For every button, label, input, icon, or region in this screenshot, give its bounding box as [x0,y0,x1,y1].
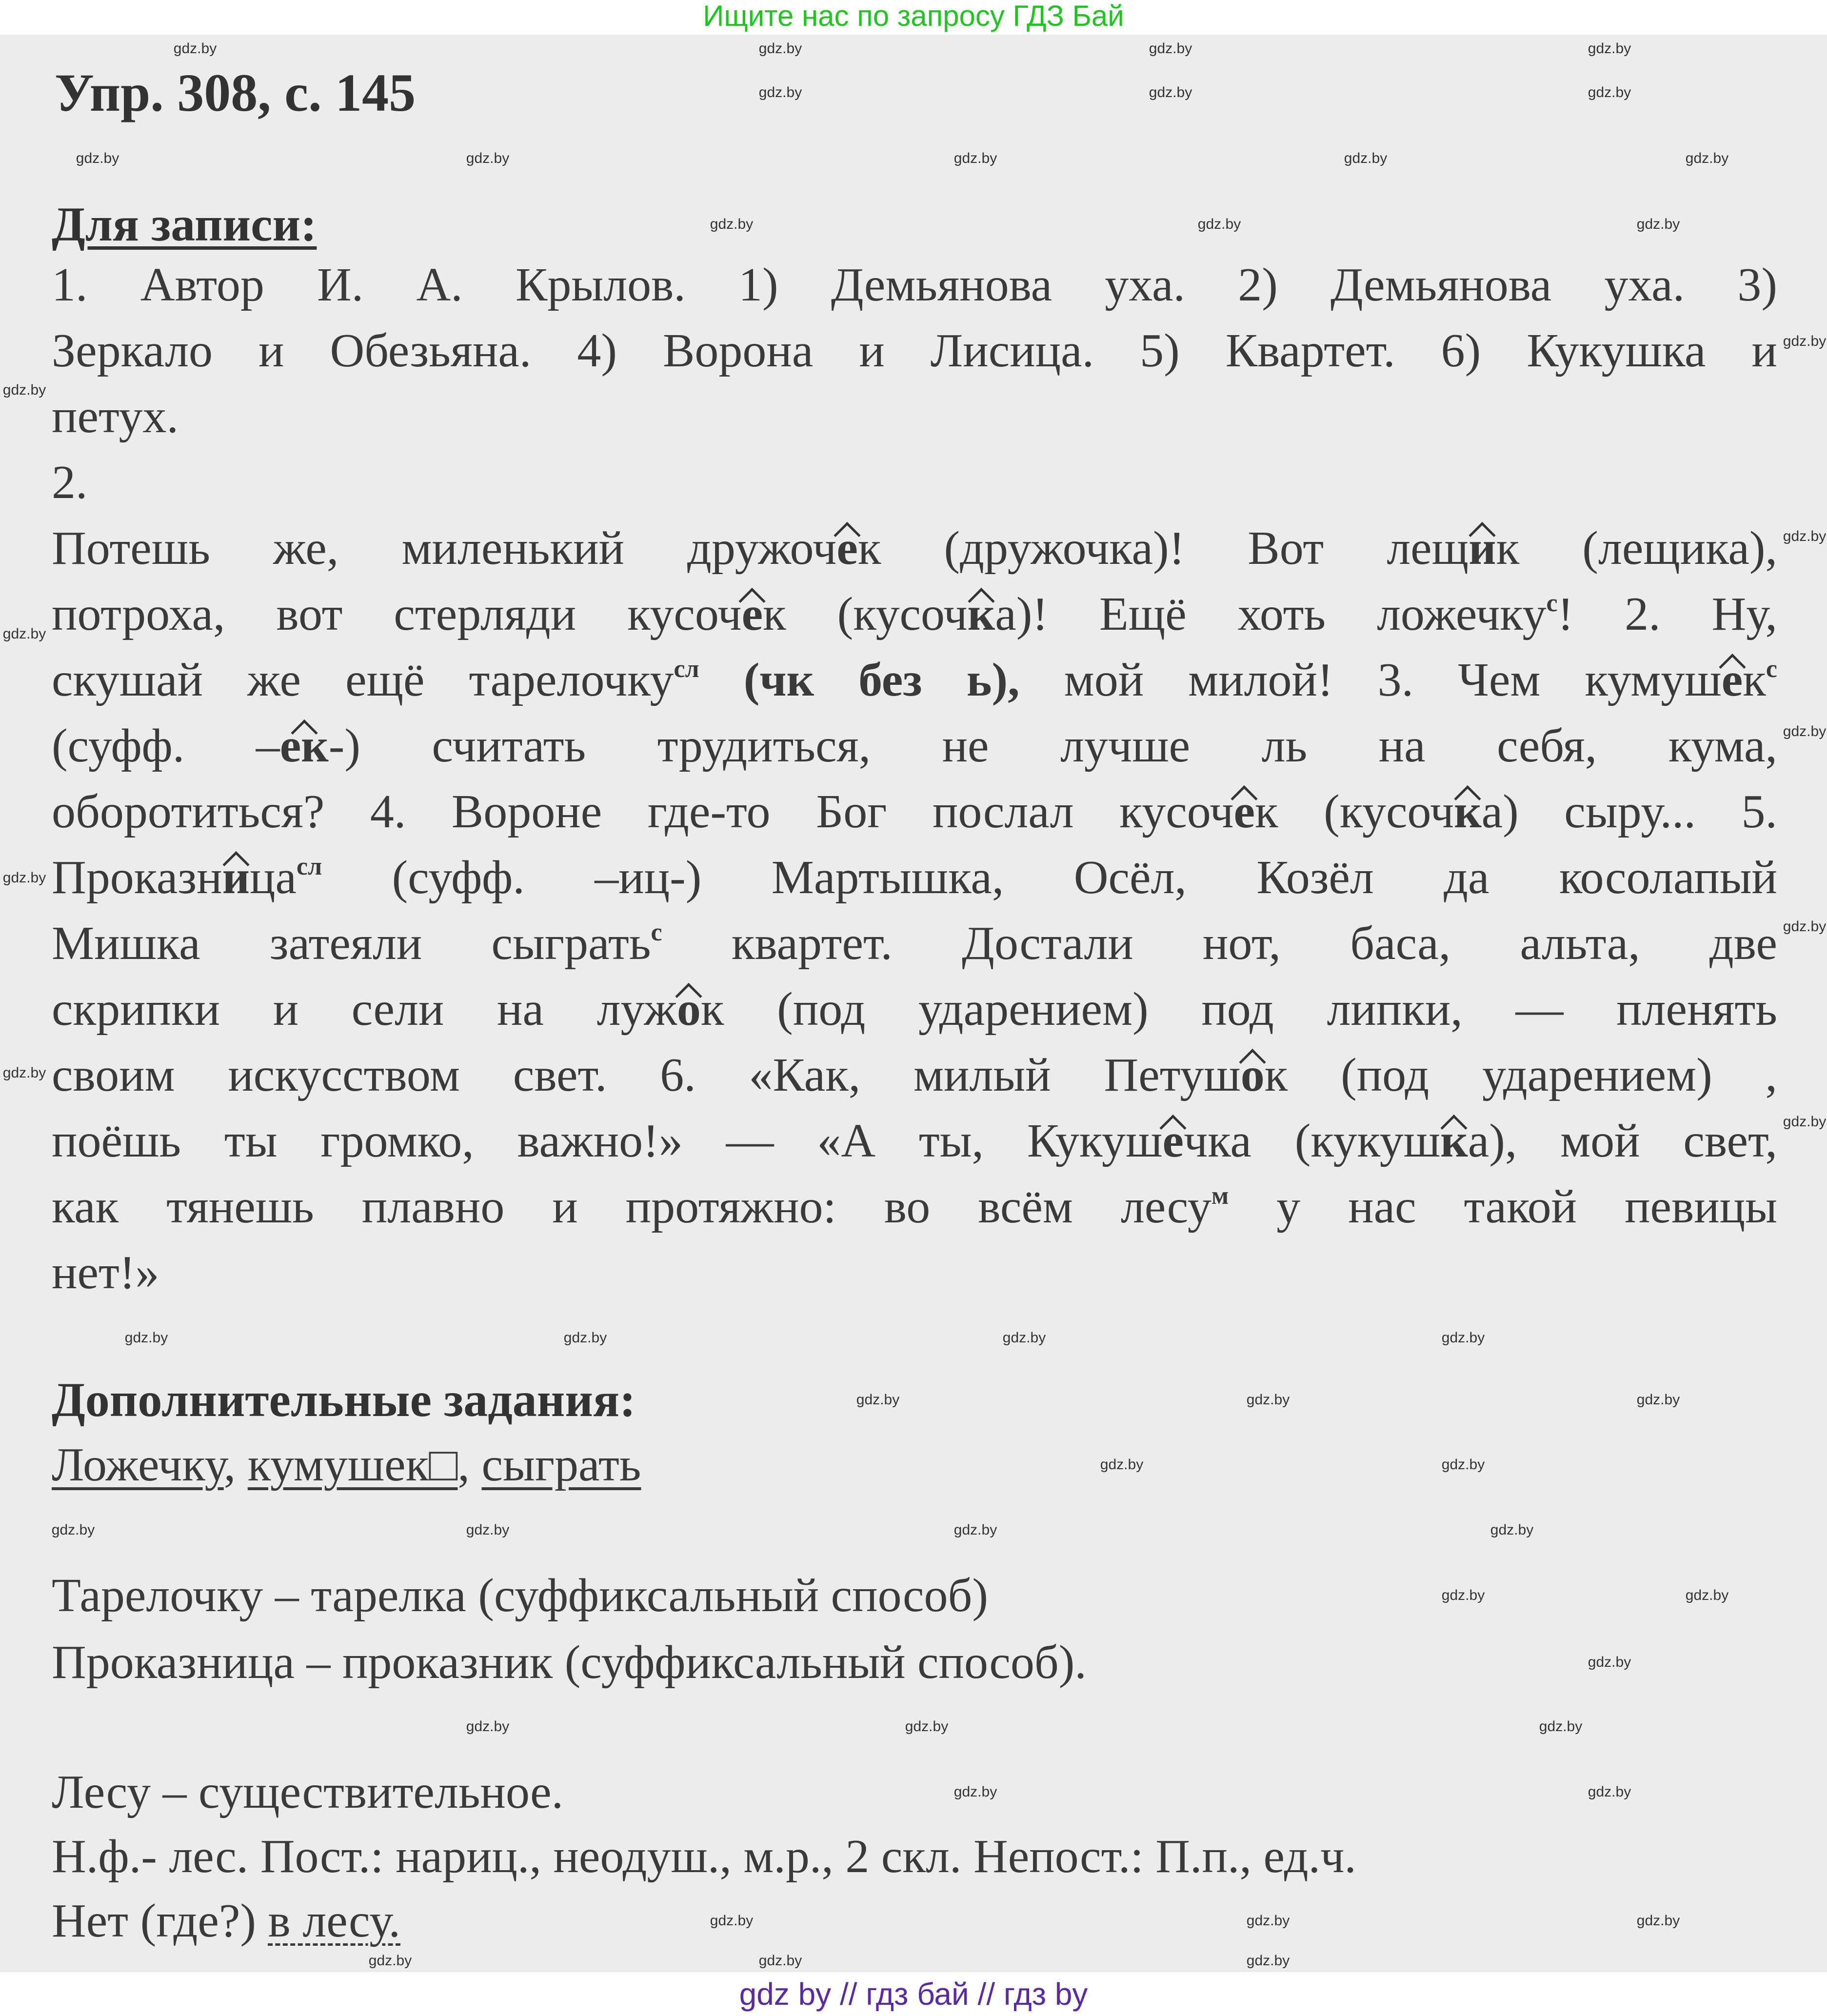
text-segment: своим искусством свет. 6. «Как, милый Петуш [52,1049,1241,1101]
marked-letter: е [836,522,858,575]
text-segment: у нас такой певицы [1229,1180,1777,1233]
watermark-text: gdz.by [466,150,510,166]
watermark-text: gdz.by [1783,918,1827,935]
text-segment: к (кусоч [763,588,968,640]
parsed-word: кумушек□ [247,1438,458,1491]
text-line [52,516,1777,581]
text-segment: к (под ударением) , [1264,1049,1777,1101]
text-line-content [52,1042,1777,1108]
watermark-text: gdz.by [173,40,217,57]
text-line-content [52,647,1777,713]
text-line [52,713,1777,779]
watermark-text: gdz.by [953,1784,997,1800]
separator: , [223,1438,248,1491]
watermark-text: gdz.by [51,1522,95,1538]
watermark-text: gdz.by [1002,1330,1046,1346]
text-line-content [52,384,179,450]
text-segment: оборотиться? 4. Вороне где-то Бог послал кусоч [52,785,1234,838]
watermark-text: gdz.by [466,1718,510,1735]
text-segment: к (лещика), [1496,522,1777,575]
superscript-mark: с [651,918,662,946]
marked-letter: к [967,588,995,640]
watermark-text: gdz.by [1588,84,1631,100]
text-segment: 1. Автор И. А. Крылов. 1) Демьянова уха. 2) Демьянова уха. 3) [52,259,1777,311]
superscript-mark: сл [296,853,322,880]
parsed-words-line [52,1436,641,1494]
text-segment: скрипки и сели на луж [52,983,677,1036]
marked-letter: е [1721,654,1743,706]
watermark-text: gdz.by [368,1953,412,1969]
watermark-text: gdz.by [1490,1522,1534,1538]
text-line [52,318,1777,384]
watermark-text: gdz.by [953,150,997,166]
record-heading: Для записи: [52,197,317,251]
marked-letter: о [676,983,701,1036]
text-line-content [52,911,1777,977]
text-line-content [52,318,1777,384]
watermark-text: gdz.by [1149,84,1192,100]
marked-letter: ек [279,719,329,772]
watermark-text: gdz.by [758,40,802,57]
marked-letter: к [1440,1115,1468,1167]
bold-note: (чк без ь), [743,654,1020,706]
text-line [52,450,1777,516]
top-banner: Ищите нас по запросу ГДЗ Бай [0,0,1827,35]
watermark-text: gdz.by [124,1330,168,1346]
text-segment: Проказн [52,851,222,904]
text-line [52,252,1777,318]
superscript-mark: с [1766,655,1777,683]
marked-letter: е [1233,785,1255,838]
text-line [52,1042,1777,1108]
watermark-text: gdz.by [2,1065,46,1081]
text-line [52,647,1777,713]
text-line-content [52,252,1777,318]
watermark-text: gdz.by [1588,1654,1631,1670]
sentence-prefix: Нет (где?) [52,1895,268,1947]
text-segment: а) сыру... 5. [1481,785,1777,838]
watermark-text: gdz.by [1685,150,1729,166]
watermark-text: gdz.by [758,84,802,100]
watermark-text: gdz.by [953,1522,997,1538]
text-segment: к [1743,654,1766,706]
text-line-content [52,713,1777,779]
text-segment: квартет. Достали нот, баса, альта, две [662,917,1777,970]
text-segment: (суфф. – [52,719,280,772]
text-line-content [52,977,1777,1042]
text-line-content [52,1174,1777,1240]
text-segment: а)! Ещё хоть ложечку [995,588,1547,640]
watermark-text: gdz.by [1783,723,1827,739]
text-line-content [52,845,1777,911]
exercise-text [52,252,1777,1306]
watermark-text: gdz.by [1588,40,1631,57]
watermark-text: gdz.by [2,626,46,642]
parsed-word: сыграть [481,1438,641,1491]
noun-line: Лесу – существительное. [52,1766,564,1818]
text-line [52,977,1777,1042]
watermark-text: gdz.by [1588,1784,1631,1800]
watermark-text: gdz.by [856,1392,900,1408]
text-line [52,1240,1777,1306]
watermark-text: gdz.by [1246,1953,1290,1969]
watermark-text: gdz.by [1344,150,1388,166]
text-line-content [52,581,1777,647]
watermark-text: gdz.by [1636,1913,1680,1929]
exercise-title: Упр. 308, с. 145 [55,63,416,122]
text-line [52,845,1777,911]
watermark-text: gdz.by [1149,40,1192,57]
watermark-text: gdz.by [2,382,46,398]
superscript-mark: м [1211,1182,1229,1210]
text-segment: Зеркало и Обезьяна. 4) Ворона и Лисица. 5) Квартет. 6) Кукушка и [52,324,1777,377]
watermark-text: gdz.by [1783,1114,1827,1130]
marked-letter: о [1240,1049,1265,1101]
watermark-text: gdz.by [1441,1457,1485,1473]
text-segment: ца [250,851,297,904]
separator: , [457,1438,482,1491]
text-line-content [52,1240,159,1306]
watermark-text: gdz.by [1783,528,1827,544]
watermark-text: gdz.by [758,1953,802,1969]
watermark-text: gdz.by [1636,216,1680,232]
text-segment: как тянешь плавно и протяжно: во всём лесу [52,1180,1211,1233]
watermark-text: gdz.by [1783,333,1827,349]
watermark-text: gdz.by [710,216,754,232]
watermark-text: gdz.by [1441,1587,1485,1603]
watermark-text: gdz.by [76,150,119,166]
text-segment [699,654,744,706]
marked-letter: и [1469,522,1496,575]
watermark-text: gdz.by [1539,1718,1583,1735]
marked-letter: к [1454,785,1482,838]
text-segment: (суфф. –иц-) Мартышка, Осёл, Козёл да косолапый [322,851,1777,904]
text-line [52,911,1777,977]
text-segment: -) считать трудиться, не лучше ль на себя, кума, [328,719,1777,772]
text-segment: чка (кукуш [1184,1115,1441,1167]
text-segment: мой милой! 3. Чем кумуш [1019,654,1722,706]
text-line [52,581,1777,647]
marked-letter: е [1162,1115,1184,1167]
text-segment: Потешь же, миленький дружоч [52,522,837,575]
text-segment: а), мой свет, [1468,1115,1777,1167]
marked-letter: е [741,588,763,640]
watermark-text: gdz.by [1636,1392,1680,1408]
watermark-text: gdz.by [710,1913,754,1929]
watermark-text: gdz.by [1246,1392,1290,1408]
watermark-text: gdz.by [1685,1587,1729,1603]
superscript-mark: сл [674,655,699,683]
watermark-text: gdz.by [1441,1330,1485,1346]
watermark-text: gdz.by [1197,216,1241,232]
text-segment: ! 2. Ну, [1557,588,1777,640]
text-line-content [52,779,1777,845]
watermark-text: gdz.by [2,870,46,886]
text-line [52,1108,1777,1174]
text-segment: Мишка затеяли сыграть [52,917,651,970]
watermark-text: gdz.by [905,1718,949,1735]
text-line [52,1174,1777,1240]
text-segment: нет!» [52,1246,159,1299]
watermark-text: gdz.by [1100,1457,1144,1473]
text-segment: поёшь ты громко, важно!» — «А ты, Кукуш [52,1115,1163,1167]
text-line-content [52,1108,1777,1174]
extra-tasks-heading: Дополнительные задания: [52,1373,636,1427]
text-line [52,384,1777,450]
watermark-text: gdz.by [466,1522,510,1538]
derivation-line: Проказница – проказник (суффиксальный способ). [52,1636,1087,1689]
text-line [52,779,1777,845]
text-line-content [52,450,88,516]
text-line-content [52,516,1777,581]
text-segment: к (дружочка)! Вот лещ [857,522,1469,575]
text-segment: к (кусоч [1254,785,1454,838]
morphology-line: Н.ф.- лес. Пост.: нариц., неодуш., м.р., 2 скл. Непост.: П.п., ед.ч. [52,1830,1356,1883]
marked-letter: и [222,851,250,904]
watermark-text: gdz.by [1246,1913,1290,1929]
text-segment: потроха, вот стерляди кусоч [52,588,742,640]
text-segment: скушай же ещё тарелочку [52,654,674,706]
sentence-line [52,1892,400,1950]
superscript-mark: с [1546,589,1558,617]
text-segment: петух. [52,390,179,443]
bottom-banner: gdz by // гдз бай // гдз by [0,1972,1827,2016]
text-segment: к (под ударением) под липки, — пленять [700,983,1777,1036]
sentence-underlined: в лесу. [268,1895,401,1947]
text-segment: 2. [52,456,88,509]
watermark-text: gdz.by [563,1330,607,1346]
derivation-line: Тарелочку – тарелка (суффиксальный способ) [52,1569,989,1622]
parsed-word: Ложечку [52,1438,224,1491]
